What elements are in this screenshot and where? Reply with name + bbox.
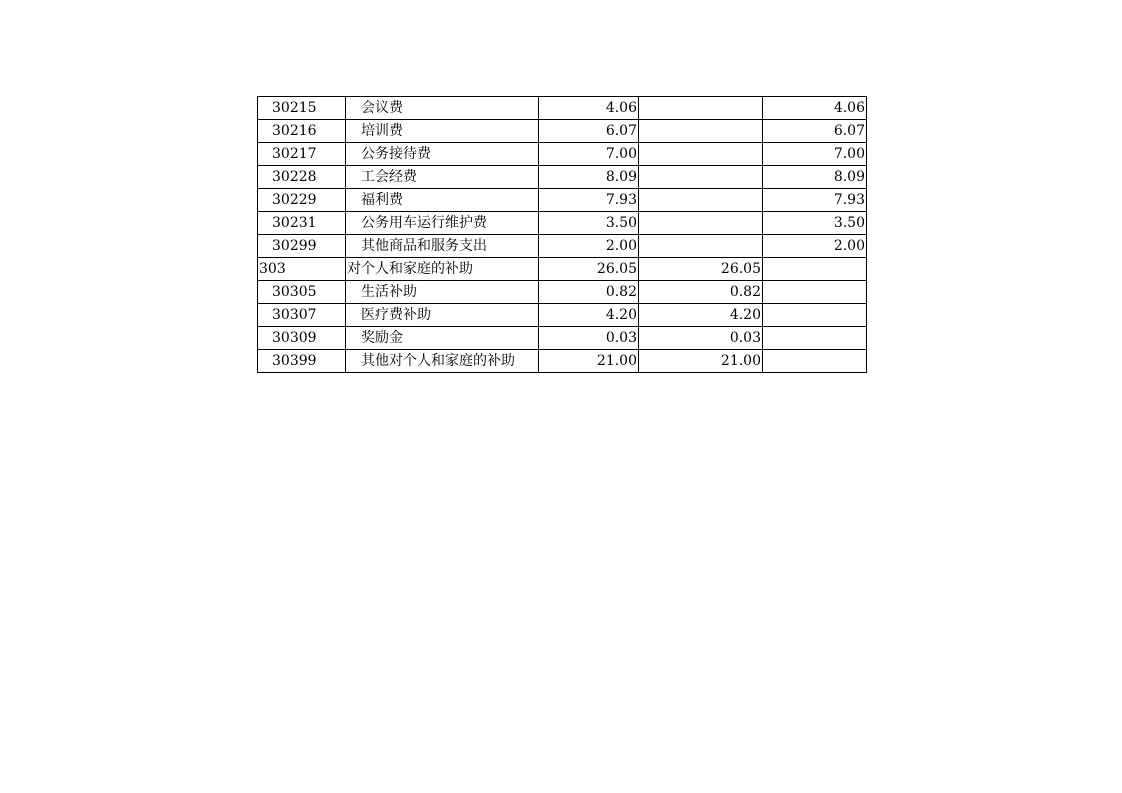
total-amount-cell: 2.00 [539, 235, 639, 258]
project-amount-cell: 6.07 [763, 120, 867, 143]
total-amount-cell: 26.05 [539, 258, 639, 281]
economic-code-cell: 30309 [258, 327, 346, 350]
item-name-cell: 公务用车运行维护费 [346, 212, 539, 235]
total-amount-cell: 4.20 [539, 304, 639, 327]
project-amount-cell [763, 258, 867, 281]
table-row [258, 143, 867, 166]
table-row [258, 304, 867, 327]
table-row [258, 189, 867, 212]
project-amount-cell: 7.93 [763, 189, 867, 212]
item-name-cell: 对个人和家庭的补助 [346, 258, 539, 281]
project-amount-cell: 2.00 [763, 235, 867, 258]
basic-amount-cell [639, 166, 763, 189]
economic-code-cell: 30215 [258, 97, 346, 120]
project-amount-cell [763, 304, 867, 327]
basic-amount-cell [639, 143, 763, 166]
project-amount-cell: 3.50 [763, 212, 867, 235]
item-name-cell: 奖励金 [346, 327, 539, 350]
economic-code-cell: 30307 [258, 304, 346, 327]
economic-code-cell: 30231 [258, 212, 346, 235]
basic-amount-cell: 26.05 [639, 258, 763, 281]
project-amount-cell: 4.06 [763, 97, 867, 120]
table-row [258, 327, 867, 350]
total-amount-cell: 4.06 [539, 97, 639, 120]
project-amount-cell [763, 350, 867, 373]
economic-code-cell: 303 [258, 258, 346, 281]
project-amount-cell: 8.09 [763, 166, 867, 189]
table-row-category [258, 258, 867, 281]
item-name-cell: 医疗费补助 [346, 304, 539, 327]
economic-code-cell: 30399 [258, 350, 346, 373]
basic-amount-cell [639, 120, 763, 143]
total-amount-cell: 6.07 [539, 120, 639, 143]
basic-amount-cell: 4.20 [639, 304, 763, 327]
table-row [258, 281, 867, 304]
item-name-cell: 培训费 [346, 120, 539, 143]
total-amount-cell: 21.00 [539, 350, 639, 373]
economic-code-cell: 30305 [258, 281, 346, 304]
total-amount-cell: 7.00 [539, 143, 639, 166]
economic-code-cell: 30299 [258, 235, 346, 258]
item-name-cell: 工会经费 [346, 166, 539, 189]
basic-amount-cell [639, 212, 763, 235]
total-amount-cell: 7.93 [539, 189, 639, 212]
expenditure-table-body [258, 97, 867, 373]
basic-amount-cell: 0.82 [639, 281, 763, 304]
project-amount-cell: 7.00 [763, 143, 867, 166]
total-amount-cell: 0.03 [539, 327, 639, 350]
basic-amount-cell [639, 97, 763, 120]
total-amount-cell: 3.50 [539, 212, 639, 235]
table-row [258, 120, 867, 143]
basic-amount-cell: 0.03 [639, 327, 763, 350]
table-row [258, 235, 867, 258]
item-name-cell: 公务接待费 [346, 143, 539, 166]
item-name-cell: 福利费 [346, 189, 539, 212]
item-name-cell: 会议费 [346, 97, 539, 120]
basic-amount-cell [639, 189, 763, 212]
economic-code-cell: 30217 [258, 143, 346, 166]
table-row [258, 212, 867, 235]
basic-amount-cell: 21.00 [639, 350, 763, 373]
item-name-cell: 生活补助 [346, 281, 539, 304]
item-name-cell: 其他对个人和家庭的补助 [346, 350, 539, 373]
table-row [258, 166, 867, 189]
expenditure-table [257, 96, 867, 373]
total-amount-cell: 0.82 [539, 281, 639, 304]
basic-amount-cell [639, 235, 763, 258]
item-name-cell: 其他商品和服务支出 [346, 235, 539, 258]
table-row [258, 97, 867, 120]
economic-code-cell: 30228 [258, 166, 346, 189]
project-amount-cell [763, 281, 867, 304]
economic-code-cell: 30216 [258, 120, 346, 143]
table-row [258, 350, 867, 373]
total-amount-cell: 8.09 [539, 166, 639, 189]
economic-code-cell: 30229 [258, 189, 346, 212]
project-amount-cell [763, 327, 867, 350]
